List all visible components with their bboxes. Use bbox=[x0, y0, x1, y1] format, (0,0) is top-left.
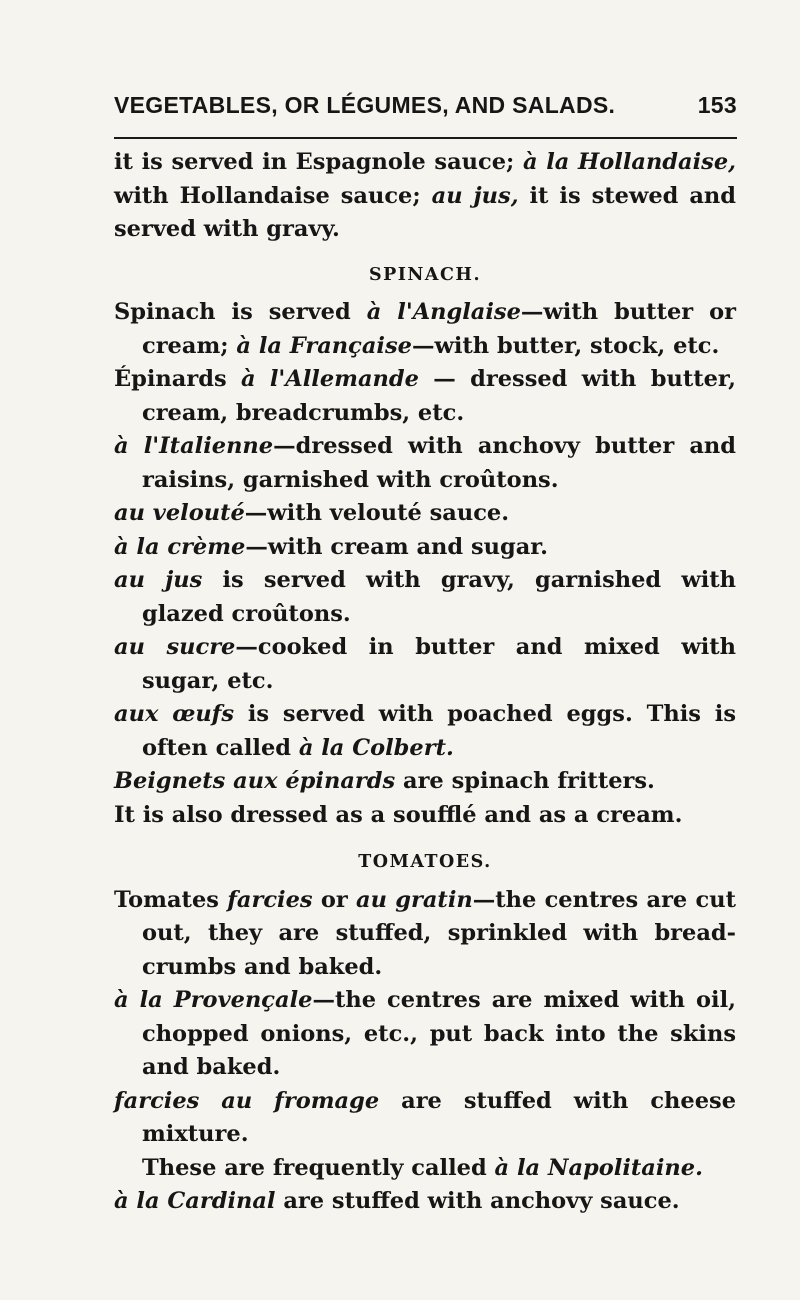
entry-text: These are frequently called bbox=[142, 1154, 495, 1181]
intro-text-3: it is stewed and served with gravy. bbox=[114, 182, 736, 242]
entry-text: is served with poached eggs. This is often called bbox=[142, 701, 736, 761]
entry-italic: au sucre bbox=[114, 634, 236, 660]
tomatoes-entry-farcies bbox=[114, 884, 736, 985]
entry-italic: au velouté bbox=[114, 500, 245, 526]
entry-text: —the centres are mixed with oil, chopped onions, etc., put back into the skins and baked. bbox=[142, 987, 736, 1080]
entry-italic: à l'Anglaise bbox=[366, 299, 521, 325]
entry-italic: à la Cardinal bbox=[114, 1188, 276, 1214]
entry-text: —with cream and sugar. bbox=[245, 533, 548, 560]
spinach-entry-anglaise bbox=[114, 296, 736, 363]
entry-text: is served with gravy, garnished with glazed croûtons. bbox=[142, 567, 736, 627]
entry-text: —with butter or cream; bbox=[142, 299, 736, 359]
entry-italic: à l'Allemande bbox=[240, 366, 419, 392]
spinach-entry-beignets bbox=[114, 765, 736, 799]
spinach-entry-italienne bbox=[114, 430, 736, 497]
spinach-entry-souffle bbox=[114, 799, 736, 833]
entry-italic: au jus bbox=[114, 567, 203, 593]
page-header bbox=[114, 92, 737, 119]
entry-text: —with butter, stock, etc. bbox=[411, 332, 720, 359]
entry-text: —with velouté sauce. bbox=[244, 500, 510, 526]
page-number: 153 bbox=[697, 92, 737, 118]
entry-text: Épinards bbox=[114, 366, 241, 392]
spinach-entry-creme bbox=[114, 531, 736, 565]
spinach-entry-sucre bbox=[114, 631, 736, 698]
entry-italic: à la Napolitaine. bbox=[494, 1154, 703, 1181]
entry-italic: à la crème bbox=[114, 533, 246, 560]
intro-text-1: it is served in Espagnole sauce; bbox=[114, 149, 523, 175]
entry-italic: aux œufs bbox=[114, 701, 235, 727]
spinach-entry-veloute bbox=[114, 497, 736, 531]
entry-text: —dressed with anchovy butter and raisins, garnished with croûtons. bbox=[142, 433, 736, 493]
entry-italic: à l'Italienne bbox=[114, 433, 274, 459]
entry-italic: farcies au fromage bbox=[114, 1087, 380, 1114]
entry-text: It is also dressed as a soufflé and as a cream. bbox=[114, 801, 683, 828]
entry-text: are spinach fritters. bbox=[395, 768, 655, 794]
intro-italic-1: à la Hollandaise, bbox=[522, 149, 736, 175]
intro-text-2: with Hollandaise sauce; bbox=[114, 182, 432, 209]
entry-text: are stuffed with anchovy sauce. bbox=[275, 1188, 680, 1214]
section-heading-spinach: SPINACH. bbox=[368, 264, 482, 285]
entry-italic: à la Française bbox=[236, 332, 412, 359]
entry-text: are stuffed with cheese mixture. bbox=[142, 1087, 737, 1147]
entry-text: —the centres are cut out, they are stuffed, sprinkled with bread-crumbs and baked. bbox=[142, 886, 736, 980]
spinach-entry-allemande bbox=[114, 363, 736, 430]
tomatoes-entry-cardinal bbox=[114, 1185, 736, 1219]
intro-italic-2: au jus, bbox=[431, 182, 519, 209]
tomatoes-entry-provencale bbox=[114, 984, 736, 1085]
entry-text: Tomates bbox=[114, 886, 228, 913]
tomatoes-entry-fromage bbox=[114, 1085, 736, 1186]
entry-italic: Beignets aux épinards bbox=[114, 768, 396, 794]
entry-italic: à la Provençale bbox=[114, 987, 313, 1013]
entry-italic: farcies bbox=[227, 886, 313, 913]
entry-italic: à la Colbert. bbox=[298, 734, 454, 761]
section-heading-tomatoes: TOMATOES. bbox=[358, 852, 492, 872]
spinach-entry-jus bbox=[114, 564, 736, 631]
entry-text: or bbox=[312, 886, 357, 913]
entry-text: — dressed with butter, cream, breadcrumbs, etc. bbox=[142, 366, 736, 426]
entry-text: Spinach is served bbox=[114, 299, 367, 325]
entry-text: —cooked in butter and mixed with sugar, etc. bbox=[142, 634, 736, 694]
entry-italic: au gratin bbox=[356, 886, 473, 913]
page-body bbox=[114, 146, 736, 1219]
intro-paragraph bbox=[114, 146, 736, 247]
spinach-entry-oeufs bbox=[114, 698, 736, 765]
header-rule bbox=[114, 137, 737, 139]
running-title: VEGETABLES, OR LÉGUMES, AND SALADS. bbox=[114, 92, 616, 118]
